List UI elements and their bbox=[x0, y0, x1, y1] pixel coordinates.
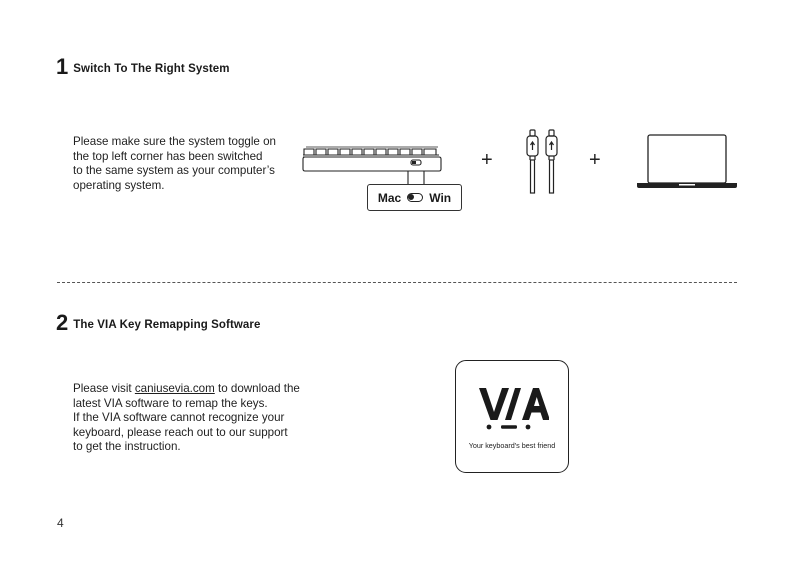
step-1-line: Please make sure the system toggle on bbox=[73, 135, 276, 148]
step-2-line bbox=[73, 382, 300, 397]
via-wordmark-icon bbox=[477, 386, 549, 434]
laptop-icon bbox=[636, 133, 738, 191]
win-label: Win bbox=[429, 190, 452, 205]
plus-sign: + bbox=[589, 149, 601, 171]
caniusevia-link[interactable]: caniusevia.com bbox=[134, 382, 215, 395]
step-1-line: the top left corner has been switched bbox=[73, 149, 263, 163]
step-1-instructions bbox=[73, 135, 276, 193]
section-divider bbox=[57, 282, 737, 283]
step-2-instructions bbox=[73, 382, 300, 455]
step-2-number: 2 bbox=[56, 310, 69, 335]
step-1-line: operating system. bbox=[73, 178, 165, 192]
step-1-number: 1 bbox=[56, 54, 69, 79]
visit-prefix: Please visit bbox=[73, 382, 135, 395]
step-1-title: Switch To The Right System bbox=[73, 62, 230, 75]
page-number: 4 bbox=[57, 516, 64, 530]
step-1-heading bbox=[56, 56, 230, 78]
visit-suffix: to download the bbox=[214, 382, 300, 395]
keyboard-icon bbox=[302, 143, 442, 188]
usb-cable-icon bbox=[524, 128, 560, 196]
step-2-line: latest VIA software to remap the keys. bbox=[73, 396, 268, 410]
plus-sign: + bbox=[481, 149, 493, 171]
toggle-switch-icon bbox=[407, 193, 423, 202]
step-1-line: to the same system as your computer’s bbox=[73, 164, 275, 178]
via-logo bbox=[455, 360, 569, 473]
step-2-line: If the VIA software cannot recognize your bbox=[73, 411, 285, 425]
via-tagline: Your keyboard's best friend bbox=[468, 441, 556, 450]
step-2-line: keyboard, please reach out to our support bbox=[73, 425, 288, 439]
step-2-title: The VIA Key Remapping Software bbox=[73, 318, 261, 331]
mac-win-toggle-callout bbox=[367, 184, 462, 211]
step-2-line: to get the instruction. bbox=[73, 440, 181, 454]
mac-label: Mac bbox=[377, 190, 402, 205]
step-2-heading bbox=[56, 312, 261, 334]
